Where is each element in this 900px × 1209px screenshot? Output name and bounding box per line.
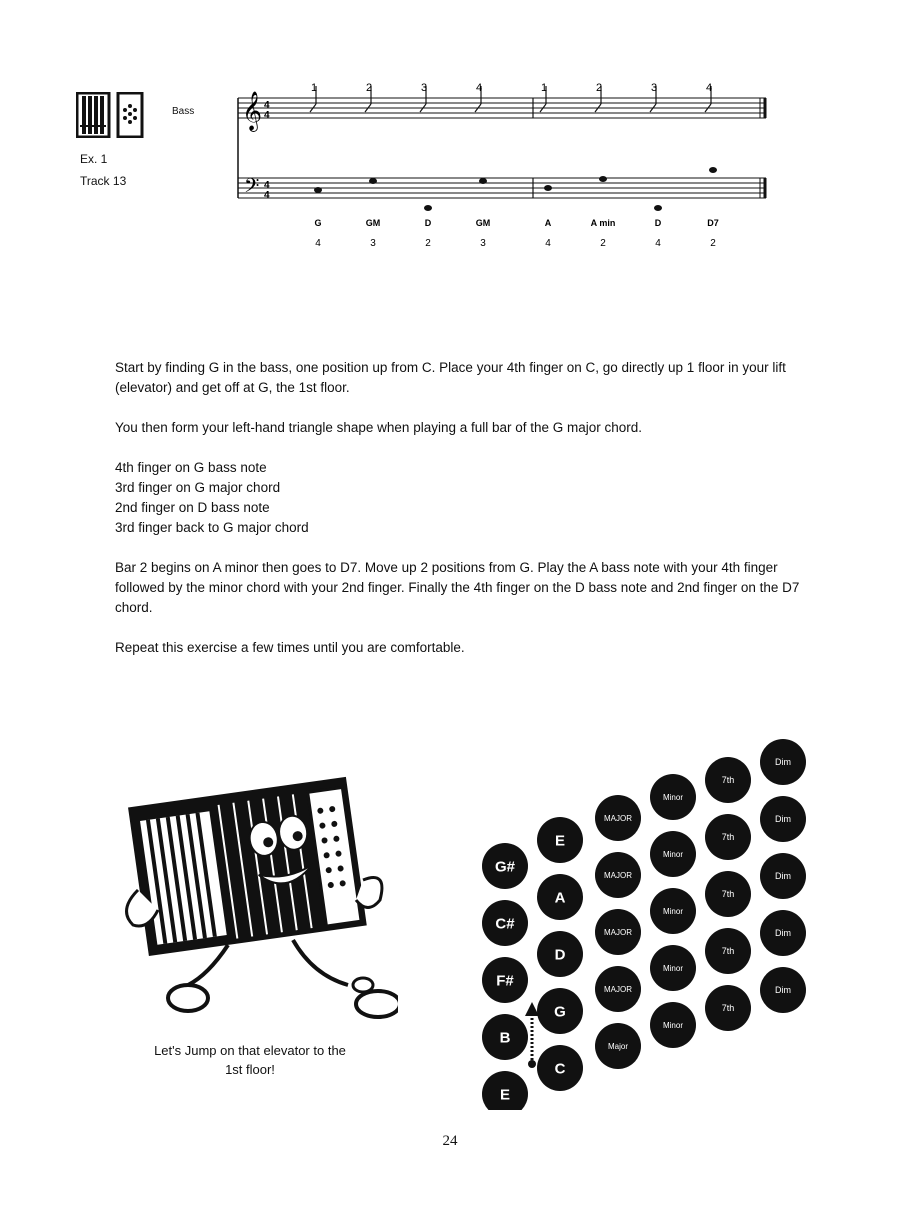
major-label: Major [607, 1041, 629, 1051]
finger-number: 2 [595, 82, 603, 94]
diminished-label: Dim [775, 928, 791, 939]
diminished-label: Dim [775, 757, 791, 768]
svg-text:4: 4 [264, 180, 270, 191]
step-item: 3rd finger on G major chord [115, 480, 281, 495]
chord-name: D7 [707, 218, 719, 228]
finger-number: 3 [420, 82, 428, 94]
exercise-number: Ex. 1 [80, 152, 108, 166]
major-label: MAJOR [604, 813, 632, 823]
bass-finger: 4 [315, 238, 321, 249]
major-label: MAJOR [604, 927, 632, 937]
counterbass-label: G# [494, 858, 516, 876]
bass-note [424, 205, 432, 211]
instrument-tag: Bass [172, 106, 195, 117]
seventh-label: 7th [721, 889, 735, 900]
bass-finger: 2 [710, 238, 716, 249]
counterbass-label: B [499, 1029, 511, 1047]
bass-button-chart [470, 730, 820, 1110]
counterbass-label: C# [495, 915, 515, 933]
bass-label: A [554, 889, 566, 907]
bass-finger: 4 [545, 238, 551, 249]
bass-finger: 4 [655, 238, 661, 249]
arrow-origin [528, 1060, 536, 1068]
bass-note [479, 178, 487, 184]
seventh-label: 7th [721, 946, 735, 957]
chord-name: GM [475, 218, 491, 228]
bass-finger: 2 [425, 238, 431, 249]
seventh-label: 7th [721, 775, 735, 786]
minor-label: Minor [662, 1020, 684, 1030]
major-label: MAJOR [604, 984, 632, 994]
bass-clef: 𝄢 [244, 175, 260, 202]
bass-finger: 3 [370, 238, 376, 249]
minor-label: Minor [662, 906, 684, 916]
minor-label: Minor [662, 963, 684, 973]
major-label: MAJOR [604, 870, 632, 880]
bass-finger: 3 [480, 238, 486, 249]
chord-name: G [314, 218, 322, 228]
counterbass-label: E [499, 1086, 511, 1104]
finger-number: 2 [365, 82, 373, 94]
finger-number: 3 [650, 82, 658, 94]
bass-note [709, 167, 717, 173]
chord-name: D [424, 218, 432, 228]
bass-label: G [554, 1003, 566, 1021]
steps-list [115, 458, 815, 538]
step-item: 2nd finger on D bass note [115, 500, 270, 515]
bass-note [544, 185, 552, 191]
paragraph-2: You then form your left-hand triangle shape when playing a full bar of the G major chord. [115, 420, 643, 435]
arrow-head-icon [525, 1002, 539, 1016]
bass-label: C [554, 1060, 566, 1078]
caption-line-1: Let's Jump on that elevator to the [154, 1043, 346, 1058]
bass-label: D [554, 946, 566, 964]
diminished-label: Dim [775, 871, 791, 882]
finger-number: 4 [705, 82, 713, 94]
step-item: 3rd finger back to G major chord [115, 520, 309, 535]
minor-label: Minor [662, 792, 684, 802]
chord-name: A [544, 218, 552, 228]
accordion-cartoon [118, 760, 398, 1025]
bass-finger: 2 [600, 238, 606, 249]
diminished-label: Dim [775, 985, 791, 996]
music-notation [230, 78, 775, 258]
accordion-icon [76, 92, 144, 138]
exercise-track: Track 13 [80, 174, 127, 188]
paragraph-4: Repeat this exercise a few times until you are comfortable. [115, 640, 465, 655]
chord-name: A min [590, 218, 616, 228]
seventh-label: 7th [721, 832, 735, 843]
minor-label: Minor [662, 849, 684, 859]
svg-text:4: 4 [264, 190, 270, 201]
illustration-caption [130, 1041, 370, 1079]
step-item: 4th finger on G bass note [115, 460, 267, 475]
svg-text:4: 4 [264, 110, 270, 121]
svg-text:4: 4 [264, 100, 270, 111]
page-number: 24 [442, 1133, 458, 1149]
chord-name: GM [365, 218, 381, 228]
treble-staff [238, 98, 766, 118]
counterbass-label: F# [496, 972, 514, 990]
bass-note [369, 178, 377, 184]
treble-clef: 𝄞 [242, 92, 263, 130]
bass-label: E [554, 832, 566, 850]
paragraph-3: Bar 2 begins on A minor then goes to D7. Move up 2 positions from G. Play the A bass note with your 4th finger followed by the minor chord with your 2nd finger. Finally the 4th finger on the D bass note and 2nd finger on the D7 chord. [115, 560, 800, 615]
bass-note [314, 187, 322, 193]
bass-note [599, 176, 607, 182]
finger-number: 4 [475, 82, 483, 94]
diminished-label: Dim [775, 814, 791, 825]
bass-note [654, 205, 662, 211]
chord-name: D [654, 218, 662, 228]
paragraph-1: Start by finding G in the bass, one position up from C. Place your 4th finger on C, go directly up 1 floor in your lift (elevator) and get off at G, the 1st floor. [115, 360, 786, 395]
finger-number: 1 [540, 82, 548, 94]
seventh-label: 7th [721, 1003, 735, 1014]
instruction-text [115, 358, 815, 678]
finger-number: 1 [310, 82, 318, 94]
caption-line-2: 1st floor! [225, 1062, 275, 1077]
